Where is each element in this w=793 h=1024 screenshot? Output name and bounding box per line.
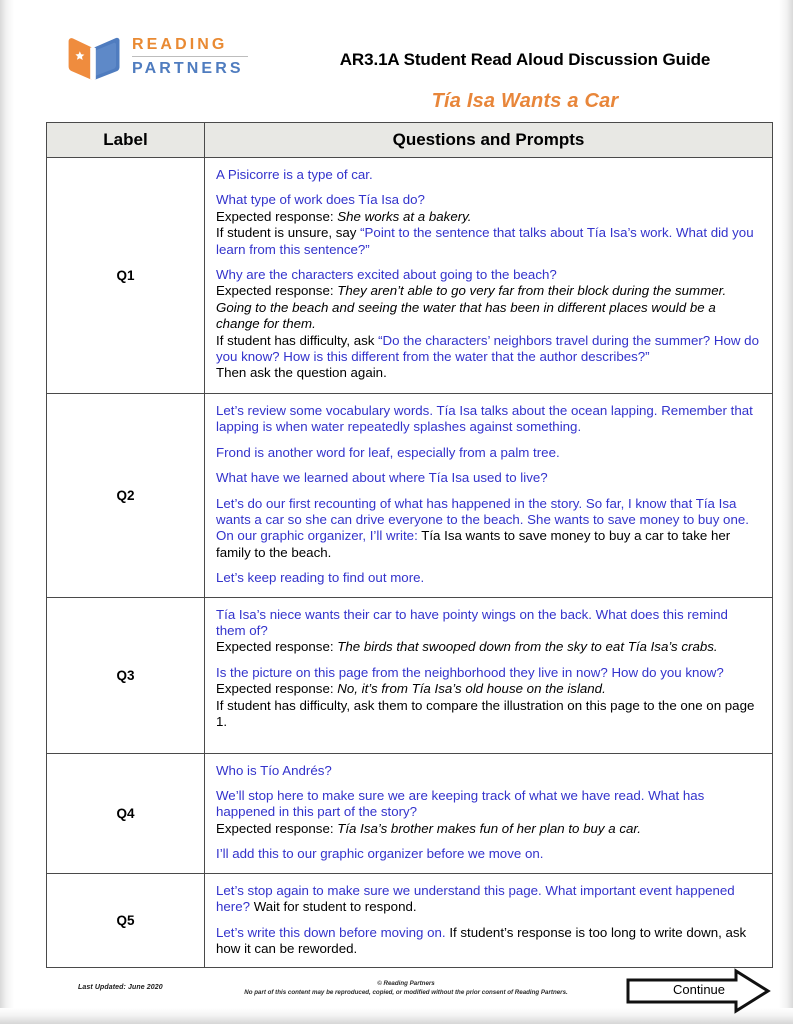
prompt-text-run: Let’s do our first recounting of what has happened in the story. So far, I know that Tía Isa wants a car so she can drive everyone to the beach. She wants to save money to buy one. On our graphic organizer, I’ll write: [216, 495, 749, 544]
table-header-row [47, 123, 773, 158]
copyright-line-2: No part of this content may be reproduced, copied, or modified without the prior consent of Reading Partners. [244, 989, 568, 996]
continue-button[interactable] [624, 968, 772, 1014]
prompt-text-run: Is the picture on this page from the neighborhood they live in now? How do you know? [216, 664, 724, 680]
prompt-text-run: Tía Isa wants to save money to buy a car to take her family to the beach. [216, 528, 731, 560]
book-title: Tía Isa Wants a Car [431, 90, 619, 112]
document-footer [46, 962, 772, 1016]
row-label-q1: Q1 [47, 158, 205, 394]
discussion-guide-table [46, 122, 773, 968]
row-prompts-q3 [205, 597, 773, 753]
prompt-text-run: If student has difficulty, ask [216, 332, 379, 348]
prompt-text-run: Who is Tío Andrés? [216, 762, 332, 778]
table-row [47, 873, 773, 968]
row-label-q2: Q2 [47, 394, 205, 598]
table-row [47, 394, 773, 598]
prompt-text-run: Expected response: [216, 681, 338, 697]
prompt-paragraph [216, 167, 760, 183]
prompt-text-run: Let’s stop again to make sure we understand this page. What important event happened here? [216, 882, 735, 915]
prompt-text-run: Expected response: [216, 820, 338, 836]
prompt-paragraph [216, 607, 760, 656]
continue-button-label: Continue [672, 982, 726, 997]
logo-reading-text: READING [132, 36, 228, 53]
logo-partners-text: PARTNERS [132, 60, 244, 77]
row-prompts-q4 [205, 753, 773, 873]
prompt-paragraph [216, 925, 760, 958]
prompt-text-run: Expected response: [216, 639, 338, 655]
prompt-text-run: No, it’s from Tía Isa’s old house on the island. [337, 681, 606, 697]
prompt-paragraph [216, 665, 760, 731]
row-prompts-q2 [205, 394, 773, 598]
prompt-text-run: Wait for student to respond. [253, 899, 417, 915]
prompt-paragraph [216, 846, 760, 862]
logo-wordmark [132, 35, 250, 79]
row-prompts-q1 [205, 158, 773, 394]
prompt-text-run: Frond is another word for leaf, especially from a palm tree. [216, 444, 560, 460]
prompt-text-run: I’ll add this to our graphic organizer before we move on. [216, 846, 544, 862]
prompt-text-run: They aren’t able to go very far from their block during the summer. Going to the beach and seeing the water that has been in different places would be a change for them. [216, 283, 727, 332]
table-body [47, 158, 773, 968]
prompt-paragraph [216, 570, 760, 586]
column-header-label: Label [47, 123, 205, 158]
prompt-text-run: Expected response: [216, 283, 338, 299]
prompt-text-run: What type of work does Tía Isa do? [216, 192, 425, 208]
table-row [47, 753, 773, 873]
prompt-paragraph [216, 496, 760, 562]
prompt-text-run: The birds that swooped down from the sky to eat Tía Isa’s crabs. [337, 639, 718, 655]
prompt-text-run: What have we learned about where Tía Isa used to live? [216, 470, 548, 486]
row-prompts-q5 [205, 873, 773, 968]
prompt-text-run: Why are the characters excited about going to the beach? [216, 267, 557, 283]
prompt-paragraph [216, 267, 760, 382]
prompt-text-run: Let’s review some vocabulary words. Tía Isa talks about the ocean lapping. Remember that lapping is when water repeatedly splashes against something. [216, 403, 753, 435]
prompt-text-run: A Pisicorre is a type of car. [216, 167, 373, 182]
prompt-text-run: Tía Isa’s brother makes fun of her plan to buy a car. [337, 820, 642, 836]
prompt-text-run: She works at a bakery. [337, 208, 472, 224]
row-label-q3: Q3 [47, 597, 205, 753]
prompt-paragraph [216, 445, 760, 461]
prompt-paragraph [216, 470, 760, 486]
reading-partners-logo [64, 32, 250, 88]
prompt-text-run: Let’s write this down before moving on. [216, 924, 450, 940]
prompt-text-run: If student has difficulty, ask them to compare the illustration on this page to the one on page 1. [216, 697, 755, 730]
table-row [47, 158, 773, 394]
prompt-text-run: We’ll stop here to make sure we are keeping track of what we have read. What has happened in this part of the story? [216, 788, 705, 820]
last-updated-text: Last Updated: June 2020 [78, 984, 163, 991]
copyright-notice [206, 979, 606, 997]
prompt-text-run: If student’s response is too long to write down, ask how it can be reworded. [216, 924, 747, 956]
prompt-text-run: Expected response: [216, 208, 338, 224]
document-header [46, 24, 772, 120]
prompt-text-run: Let’s keep reading to find out more. [216, 570, 425, 586]
prompt-paragraph [216, 403, 760, 436]
page-edge-shadow-left [0, 0, 14, 1024]
prompt-text-run: If student is unsure, say [216, 225, 361, 241]
open-book-icon [64, 34, 122, 84]
copyright-line-1: © Reading Partners [377, 980, 435, 987]
prompt-paragraph [216, 883, 760, 916]
column-header-questions: Questions and Prompts [205, 123, 773, 158]
prompt-text-run: Then ask the question again. [216, 365, 387, 381]
prompt-paragraph [216, 763, 760, 779]
prompt-text-run: Tía Isa’s niece wants their car to have pointy wings on the back. What does this remind them of? [216, 606, 728, 639]
prompt-paragraph [216, 788, 760, 837]
page-edge-shadow-right [779, 0, 793, 1024]
prompt-text-run: “Do the characters’ neighbors travel during the summer? How do you know? How is this different from the water that the author describes?” [216, 332, 759, 365]
table-header [47, 123, 773, 158]
page-title: AR3.1A Student Read Aloud Discussion Guide [339, 50, 711, 69]
prompt-text-run: “Point to the sentence that talks about Tía Isa’s work. What did you learn from this sentence?” [216, 225, 754, 257]
row-label-q5: Q5 [47, 873, 205, 968]
logo-divider [132, 56, 248, 57]
row-label-q4: Q4 [47, 753, 205, 873]
prompt-paragraph [216, 192, 760, 258]
table-row [47, 597, 773, 753]
